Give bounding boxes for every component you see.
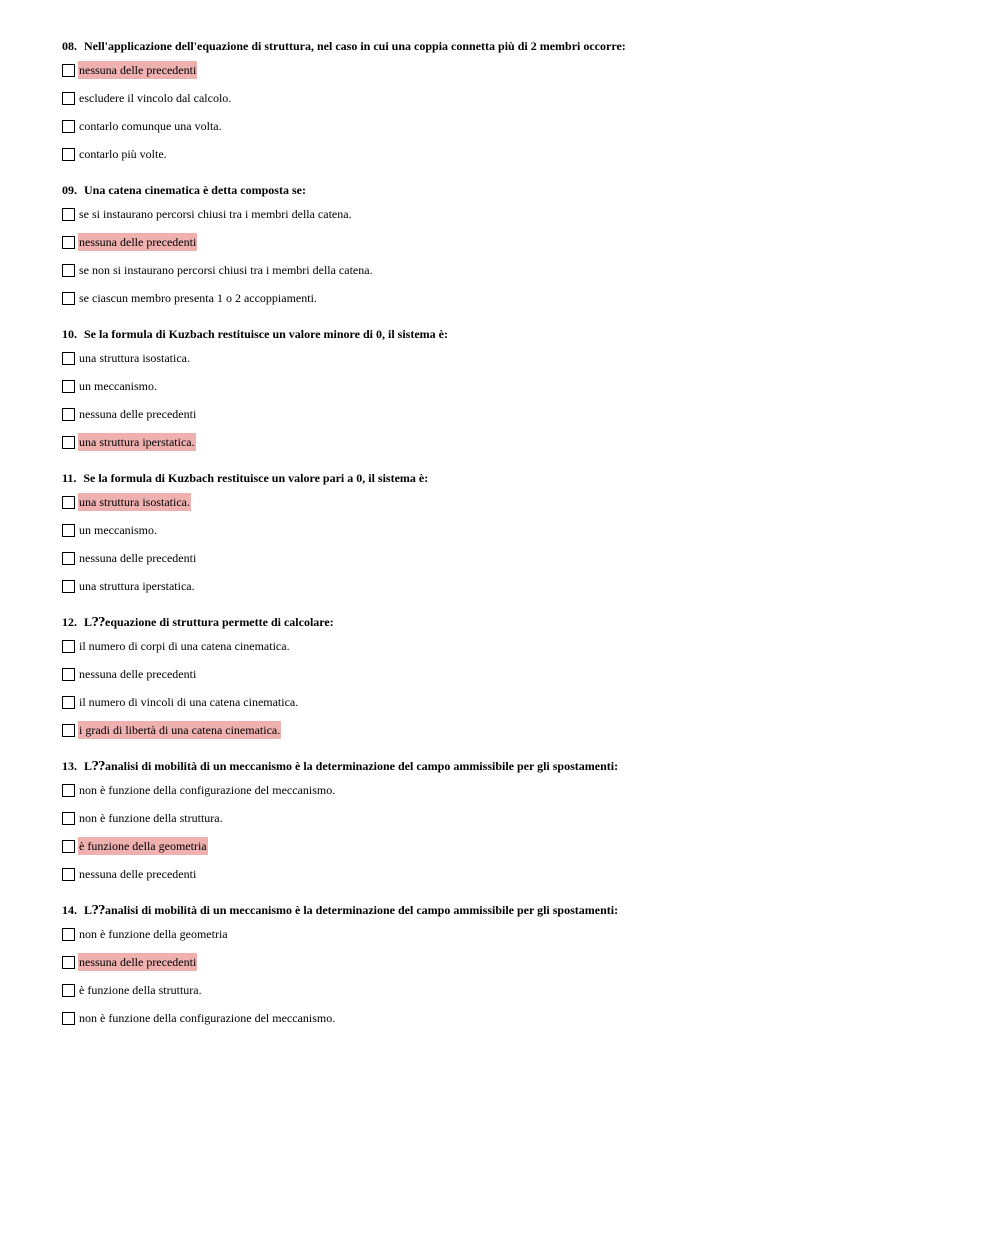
answer-label: è funzione della struttura. bbox=[79, 983, 202, 997]
answer-option[interactable] bbox=[62, 84, 962, 112]
question-text: Se la formula di Kuzbach restituisce un valore minore di 0, il sistema è: bbox=[84, 327, 448, 341]
answer-option[interactable] bbox=[62, 372, 962, 400]
answer-label: contarlo più volte. bbox=[79, 147, 167, 161]
answer-option[interactable] bbox=[62, 516, 962, 544]
question-title bbox=[62, 902, 962, 918]
question-12 bbox=[62, 614, 962, 744]
question-title bbox=[62, 182, 962, 198]
answer-label: un meccanismo. bbox=[79, 523, 157, 537]
question-text: Se la formula di Kuzbach restituisce un valore pari a 0, il sistema è: bbox=[83, 471, 429, 485]
answer-label: escludere il vincolo dal calcolo. bbox=[79, 91, 232, 105]
answer-label-correct: una struttura isostatica. bbox=[79, 495, 190, 509]
answer-label-correct: è funzione della geometria bbox=[79, 839, 207, 853]
answer-checkbox[interactable] bbox=[62, 408, 75, 421]
answer-option[interactable] bbox=[62, 920, 962, 948]
answer-label: nessuna delle precedenti bbox=[79, 551, 197, 565]
answer-label: non è funzione della geometria bbox=[79, 927, 228, 941]
answer-checkbox[interactable] bbox=[62, 928, 75, 941]
answer-checkbox[interactable] bbox=[62, 236, 75, 249]
answer-option[interactable] bbox=[62, 256, 962, 284]
answer-option[interactable] bbox=[62, 56, 962, 84]
answer-option[interactable] bbox=[62, 400, 962, 428]
question-title bbox=[62, 614, 962, 630]
answer-option[interactable] bbox=[62, 544, 962, 572]
question-text: Nell'applicazione dell'equazione di struttura, nel caso in cui una coppia connetta più di 2 membri occorre: bbox=[84, 39, 626, 53]
answer-checkbox[interactable] bbox=[62, 92, 75, 105]
answer-option[interactable] bbox=[62, 860, 962, 888]
answer-checkbox[interactable] bbox=[62, 496, 75, 509]
question-text: L⁇analisi di mobilità di un meccanismo è la determinazione del campo ammissibile per gli spostamenti: bbox=[84, 903, 619, 917]
quiz-page bbox=[62, 38, 962, 1046]
question-number: 08. bbox=[62, 39, 77, 53]
question-title bbox=[62, 38, 962, 54]
answer-checkbox[interactable] bbox=[62, 696, 75, 709]
answer-label-correct: nessuna delle precedenti bbox=[79, 63, 197, 77]
answer-label-correct: una struttura iperstatica. bbox=[79, 435, 195, 449]
question-number: 12. bbox=[62, 615, 77, 629]
question-10 bbox=[62, 326, 962, 456]
question-11 bbox=[62, 470, 962, 600]
answer-checkbox[interactable] bbox=[62, 148, 75, 161]
answer-label-correct: i gradi di libertà di una catena cinematica. bbox=[79, 723, 281, 737]
answer-label: un meccanismo. bbox=[79, 379, 157, 393]
answer-option[interactable] bbox=[62, 284, 962, 312]
question-text: Una catena cinematica è detta composta se: bbox=[84, 183, 306, 197]
answer-option[interactable] bbox=[62, 716, 962, 744]
answer-checkbox[interactable] bbox=[62, 840, 75, 853]
answer-option[interactable] bbox=[62, 632, 962, 660]
question-14 bbox=[62, 902, 962, 1032]
answer-label: non è funzione della configurazione del meccanismo. bbox=[79, 1011, 336, 1025]
answer-option[interactable] bbox=[62, 948, 962, 976]
answer-option[interactable] bbox=[62, 112, 962, 140]
answer-label: nessuna delle precedenti bbox=[79, 867, 197, 881]
answer-option[interactable] bbox=[62, 804, 962, 832]
answer-checkbox[interactable] bbox=[62, 784, 75, 797]
question-13 bbox=[62, 758, 962, 888]
answer-checkbox[interactable] bbox=[62, 1012, 75, 1025]
answer-checkbox[interactable] bbox=[62, 352, 75, 365]
answer-checkbox[interactable] bbox=[62, 868, 75, 881]
answer-checkbox[interactable] bbox=[62, 524, 75, 537]
answer-checkbox[interactable] bbox=[62, 208, 75, 221]
answer-option[interactable] bbox=[62, 344, 962, 372]
question-number: 10. bbox=[62, 327, 77, 341]
answer-checkbox[interactable] bbox=[62, 380, 75, 393]
answer-option[interactable] bbox=[62, 976, 962, 1004]
answer-checkbox[interactable] bbox=[62, 552, 75, 565]
answer-checkbox[interactable] bbox=[62, 64, 75, 77]
answer-label: se si instaurano percorsi chiusi tra i membri della catena. bbox=[79, 207, 352, 221]
question-number: 13. bbox=[62, 759, 77, 773]
question-number: 14. bbox=[62, 903, 77, 917]
answer-label: se non si instaurano percorsi chiusi tra i membri della catena. bbox=[79, 263, 373, 277]
answer-checkbox[interactable] bbox=[62, 668, 75, 681]
answer-label: se ciascun membro presenta 1 o 2 accoppiamenti. bbox=[79, 291, 317, 305]
answer-checkbox[interactable] bbox=[62, 292, 75, 305]
answer-checkbox[interactable] bbox=[62, 984, 75, 997]
answer-checkbox[interactable] bbox=[62, 120, 75, 133]
answer-label-correct: nessuna delle precedenti bbox=[79, 955, 197, 969]
answer-label: non è funzione della configurazione del meccanismo. bbox=[79, 783, 336, 797]
answer-checkbox[interactable] bbox=[62, 724, 75, 737]
question-text: L⁇analisi di mobilità di un meccanismo è la determinazione del campo ammissibile per gli spostamenti: bbox=[84, 759, 619, 773]
answer-option[interactable] bbox=[62, 200, 962, 228]
question-title bbox=[62, 758, 962, 774]
answer-label: contarlo comunque una volta. bbox=[79, 119, 222, 133]
answer-checkbox[interactable] bbox=[62, 264, 75, 277]
question-title bbox=[62, 470, 962, 486]
question-08 bbox=[62, 38, 962, 168]
answer-label: una struttura isostatica. bbox=[79, 351, 190, 365]
question-number: 11. bbox=[62, 471, 77, 485]
answer-label: non è funzione della struttura. bbox=[79, 811, 223, 825]
answer-label-correct: nessuna delle precedenti bbox=[79, 235, 197, 249]
answer-label: il numero di corpi di una catena cinematica. bbox=[79, 639, 290, 653]
answer-label: una struttura iperstatica. bbox=[79, 579, 195, 593]
answer-checkbox[interactable] bbox=[62, 812, 75, 825]
answer-option[interactable] bbox=[62, 660, 962, 688]
answer-checkbox[interactable] bbox=[62, 956, 75, 969]
answer-option[interactable] bbox=[62, 1004, 962, 1032]
answer-checkbox[interactable] bbox=[62, 436, 75, 449]
answer-option[interactable] bbox=[62, 228, 962, 256]
question-title bbox=[62, 326, 962, 342]
answer-option[interactable] bbox=[62, 428, 962, 456]
question-09 bbox=[62, 182, 962, 312]
answer-checkbox[interactable] bbox=[62, 580, 75, 593]
answer-label: il numero di vincoli di una catena cinematica. bbox=[79, 695, 299, 709]
question-list bbox=[62, 38, 962, 1032]
answer-option[interactable] bbox=[62, 776, 962, 804]
answer-label: nessuna delle precedenti bbox=[79, 667, 197, 681]
answer-checkbox[interactable] bbox=[62, 640, 75, 653]
answer-option[interactable] bbox=[62, 488, 962, 516]
answer-option[interactable] bbox=[62, 572, 962, 600]
question-text: L⁇equazione di struttura permette di calcolare: bbox=[84, 615, 334, 629]
answer-option[interactable] bbox=[62, 140, 962, 168]
answer-option[interactable] bbox=[62, 688, 962, 716]
question-number: 09. bbox=[62, 183, 77, 197]
answer-label: nessuna delle precedenti bbox=[79, 407, 197, 421]
answer-option[interactable] bbox=[62, 832, 962, 860]
